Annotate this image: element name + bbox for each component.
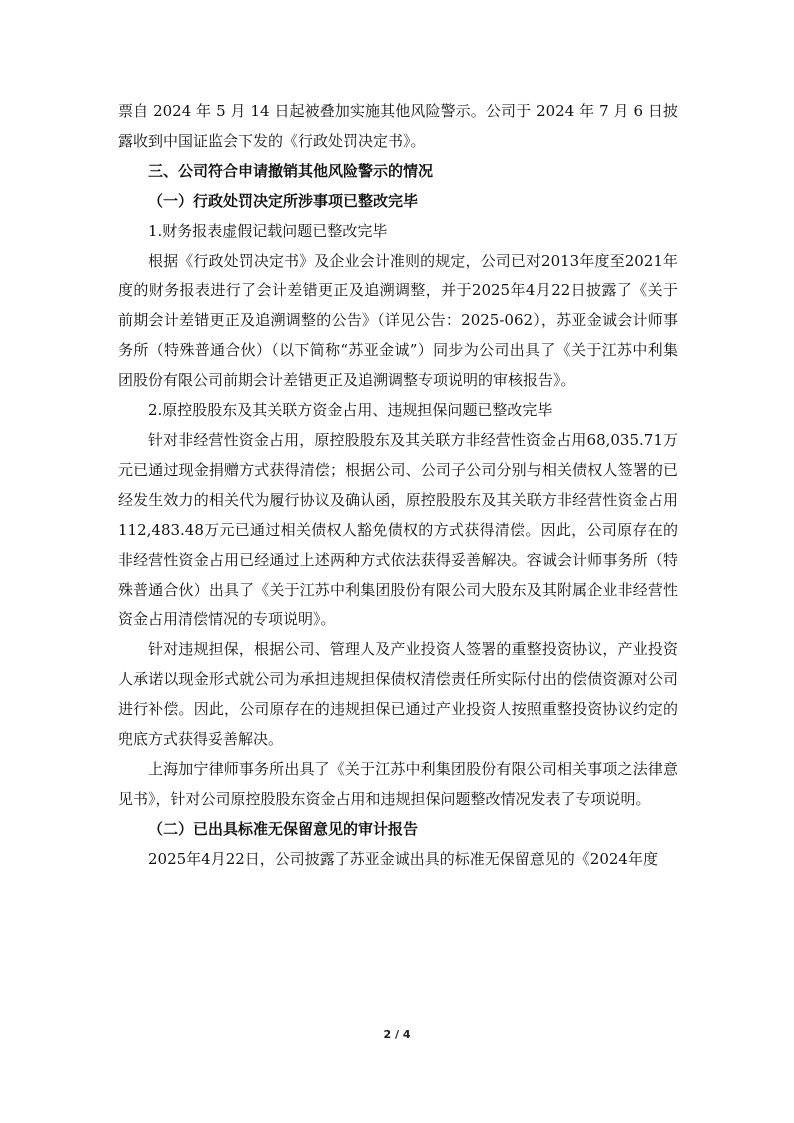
- page-number: 2 / 4: [383, 1028, 411, 1041]
- section-heading-3: 三、公司符合申请撤销其他风险警示的情况: [148, 161, 434, 180]
- item-2-body-guarantee: 针对违规担保，根据公司、管理人及产业投资人签署的重整投资协议，产业投资人承诺以现金形式就公司为承担违规担保债权清偿责任所实际付出的偿债资源对公司进行补偿。因此，公司原存在的违规担保已通过产业投资人按照重整投资协议约定的兜底方式获得妥善解决。: [118, 640, 678, 749]
- item-2-body-legal-opinion: 上海加宁律师事务所出具了《关于江苏中利集团股份有限公司相关事项之法律意见书》，针对公司原控股股东资金占用和违规担保问题整改情况发表了专项说明。: [118, 759, 678, 808]
- paragraph-intro: 票自 2024 年 5 月 14 日起被叠加实施其他风险警示。公司于 2024 年 7 月 6 日披露收到中国证监会下发的《行政处罚决定书》。: [118, 102, 678, 150]
- subsection-heading-2: （二）已出具标准无保留意见的审计报告: [148, 819, 419, 838]
- item-1-body: 根据《行政处罚决定书》及企业会计准则的规定，公司已对2013年度至2021年度的财务报表进行了会计差错更正及追溯调整，并于2025年4月22日披露了《关于前期会计差错更正及追溯调整的公告》（详见公告：2025-062），苏亚金诚会计师事务所（特殊普通合伙）（以下简称“苏亚金诚”）同步为公司出具了《关于江苏中利集团股份有限公司前期会计差错更正及追溯调整专项说明的审核报告》。: [118, 251, 678, 390]
- subsection-heading-1: （一）行政处罚决定所涉事项已整改完毕: [148, 191, 419, 210]
- paragraph-audit-report: 2025年4月22日，公司披露了苏亚金诚出具的标准无保留意见的《2024年度: [148, 849, 658, 868]
- document-body: [118, 97, 678, 875]
- item-1-title: 1.财务报表虚假记载问题已整改完毕: [148, 221, 388, 240]
- item-2-body-occupation: 针对非经营性资金占用，原控股股东及其关联方非经营性资金占用68,035.71万元已通过现金捐赠方式获得清偿；根据公司、公司子公司分别与相关债权人签署的已经发生效力的相关代为履行协议及确认函，原控股股东及其关联方非经营性资金占用112,483.48万元已通过相关债权人豁免债权的方式获得清偿。因此，公司原存在的非经营性资金占用已经通过上述两种方式依法获得妥善解决。容诚会计师事务所（特殊普通合伙）出具了《关于江苏中利集团股份有限公司大股东及其附属企业非经营性资金占用清偿情况的专项说明》。: [118, 430, 678, 629]
- item-2-title: 2.原控股股东及其关联方资金占用、违规担保问题已整改完毕: [148, 401, 553, 420]
